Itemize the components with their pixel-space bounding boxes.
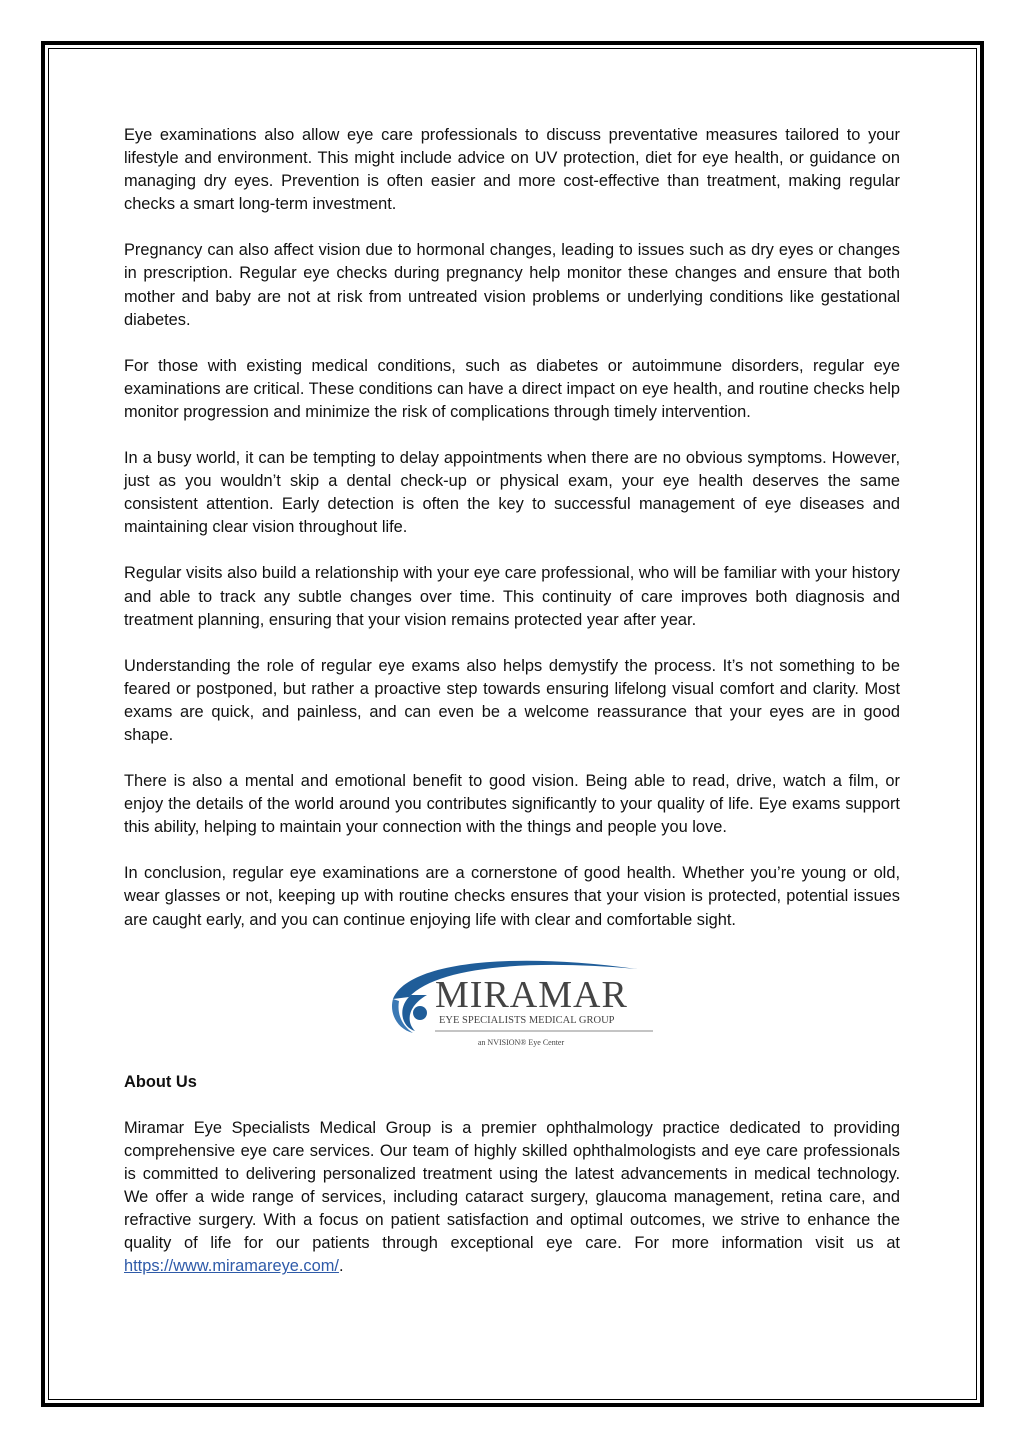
paragraph-pregnancy: Pregnancy can also affect vision due to hormonal changes, leading to issues such as dry eyes or changes in prescription. Regular eye checks during pregnancy help monitor these changes and ensure that both mother and baby are not at risk from untreated vision problems or underlying conditions like gestational diabetes. [124,241,900,329]
paragraph-medical-conditions: For those with existing medical conditions, such as diabetes or autoimmune disorders, regular eye examinations are critical. These conditions can have a direct impact on eye health, and routine checks help monitor progression and minimize the risk of complications through timely intervention. [124,356,900,421]
logo-container [124,955,900,1055]
document-body [124,124,900,1301]
paragraph-understanding: Understanding the role of regular eye exams also helps demystify the process. It’s not something to be feared or postponed, but rather a proactive step towards ensuring lifelong visual comfort and clarity. Most exams are quick, and painless, and can even be a welcome reassurance that your eyes are in good shape. [124,656,900,744]
paragraph-mental-benefit: There is also a mental and emotional benefit to good vision. Being able to read, drive, watch a film, or enjoy the details of the world around you contributes significantly to your quality of life. Eye exams support this ability, helping to maintain your connection with the things and people you love. [124,772,900,837]
logo-wordmark: MIRAMAR [435,973,628,1016]
about-paragraph [124,1117,900,1279]
paragraph-conclusion: In conclusion, regular eye examinations are a cornerstone of good health. Whether you’re young or old, wear glasses or not, keeping up with routine checks ensures that your vision is protected, potential issues are caught early, and you can continue enjoying life with clear and comfortable sight. [124,864,900,929]
paragraph-prevention: Eye examinations also allow eye care professionals to discuss preventative measures tailored to your lifestyle and environment. This might include advice on UV protection, diet for eye health, or guidance on managing dry eyes. Prevention is often easier and more cost-effective than treatment, making regular checks a smart long-term investment. [124,126,900,214]
about-body: Miramar Eye Specialists Medical Group is a premier ophthalmology practice dedicated to providing comprehensive eye care services. Our team of highly skilled ophthalmologists and eye care professionals is committed to delivering personalized treatment using the latest advancements in medical technology. We offer a wide range of services, including cataract surgery, glaucoma management, retina care, and refractive surgery. With a focus on patient satisfaction and optimal outcomes, we strive to enhance the quality of life for our patients through exceptional eye care. For more information visit us at [124,1118,900,1253]
miramar-logo [387,955,657,1049]
logo-tagline: an NVISION® Eye Center [477,1037,565,1047]
about-after-link: . [338,1257,344,1276]
eye-pupil-icon [413,1006,427,1020]
logo-subtitle: EYE SPECIALISTS MEDICAL GROUP [439,1014,615,1026]
about-heading: About Us [124,1072,197,1091]
paragraph-regular-visits: Regular visits also build a relationship with your eye care professional, who will be familiar with your history and able to track any subtle changes over time. This continuity of care improves both diagnosis and treatment planning, ensuring that your vision remains protected year after year. [124,564,900,629]
paragraph-busy-world: In a busy world, it can be tempting to delay appointments when there are no obvious symptoms. However, just as you wouldn’t skip a dental check-up or physical exam, your eye health deserves the same consistent attention. Early detection is often the key to successful management of eye diseases and maintaining clear vision throughout life. [124,449,900,537]
website-link[interactable]: https://www.miramareye.com/ [124,1257,339,1276]
